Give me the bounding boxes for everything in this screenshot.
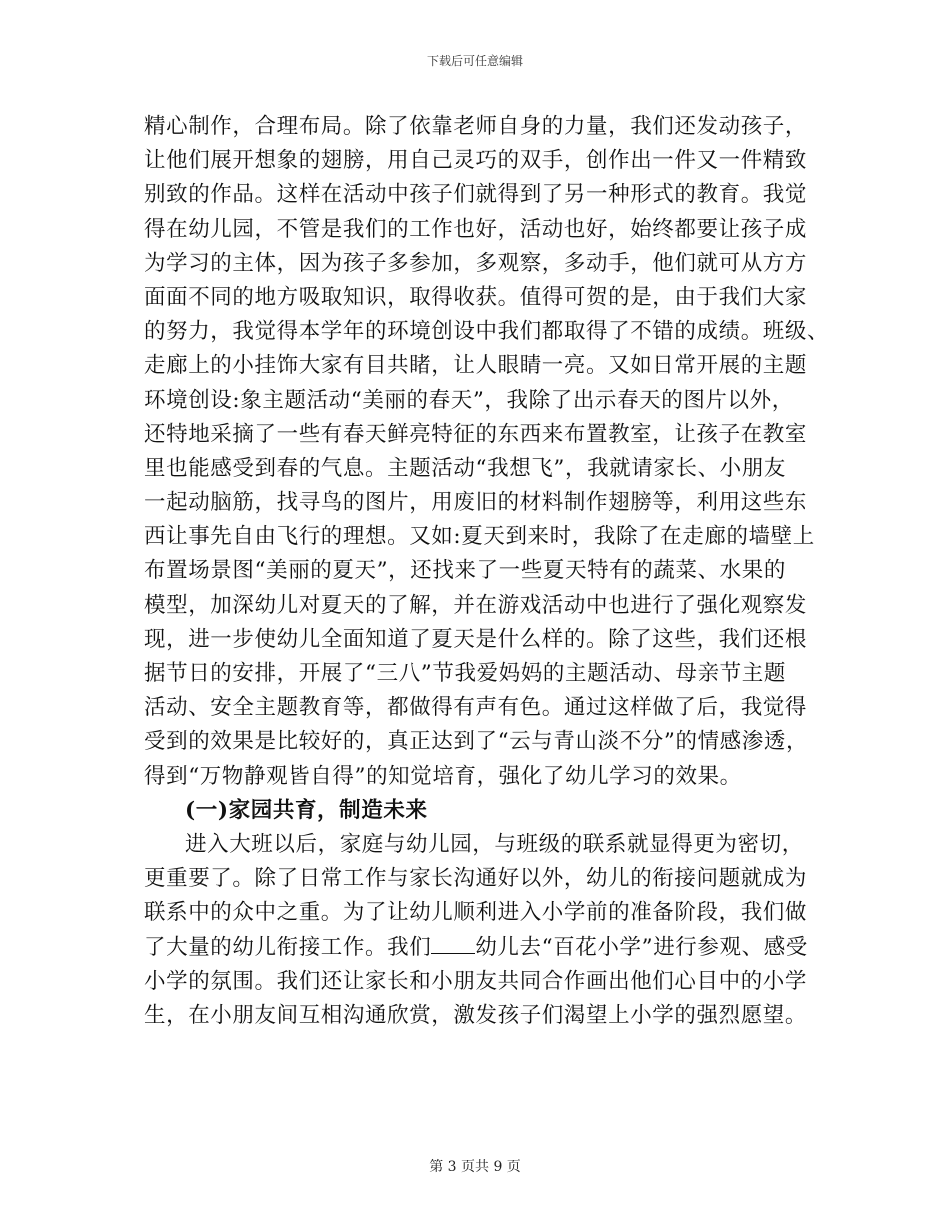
fill-in-blank [431,933,475,953]
paragraph-line: 一起动脑筋，找寻鸟的图片，用废旧的材料制作翅膀等，利用这些东 [144,490,808,516]
document-body [144,110,830,1033]
paragraph-environment [144,110,830,794]
paragraph-line: 模型，加深幼儿对夏天的了解，并在游戏活动中也进行了强化观察发 [144,592,808,618]
paragraph-line: 环境创设:象主题活动“美丽的春天”，我除了出示春天的图片以外， [144,387,794,413]
paragraph-line: 别致的作品。这样在活动中孩子们就得到了另一种形式的教育。我觉 [144,182,808,208]
paragraph-line: 小学的氛围。我们还让家长和小朋友共同合作画出他们心目中的小学 [144,968,808,994]
paragraph-line: 让他们展开想象的翅膀，用自己灵巧的双手，创作出一件又一件精致 [144,148,808,174]
paragraph-line: 生，在小朋友间互相沟通欣赏，激发孩子们渴望上小学的强烈愿望。 [144,1002,808,1028]
paragraph-line: 西让事先自由飞行的理想。又如:夏天到来时，我除了在走廊的墙壁上 [144,524,815,550]
paragraph-line: 更重要了。除了日常工作与家长沟通好以外，幼儿的衔接问题就成为 [144,866,808,892]
page-header: 下载后可任意编辑 [426,54,523,68]
paragraph-line: 活动、安全主题教育等，都做得有声有色。通过这样做了后，我觉得 [144,695,808,721]
paragraph-line-with-blank [144,931,812,965]
paragraph-line: 的努力，我觉得本学年的环境创设中我们都取得了不错的成绩。班级、 [144,319,830,345]
paragraph-line: 里也能感受到春的气息。主题活动“我想飞”，我就请家长、小朋友 [144,455,786,481]
paragraph-line: 精心制作，合理布局。除了依靠老师自身的力量，我们还发动孩子， [144,114,808,139]
paragraph-line: 面面不同的地方吸取知识，取得收获。值得可贺的是，由于我们大家 [144,284,808,310]
section-heading: (一)家园共育，制造未来 [185,797,428,823]
paragraph-line: 联系中的众中之重。为了让幼儿顺利进入小学前的准备阶段，我们做 [144,900,808,926]
paragraph-line: 为学习的主体，因为孩子多参加，多观察，多动手，他们就可从方方 [144,250,808,276]
paragraph-line: 现，进一步使幼儿全面知道了夏天是什么样的。除了这些，我们还根 [144,626,808,652]
paragraph-line: 还特地采摘了一些有春天鲜亮特征的东西来布置教室，让孩子在教室 [144,421,808,447]
paragraph-home-school [144,828,812,1033]
paragraph-line: 进入大班以后，家庭与幼儿园，与班级的联系就显得更为密切， [185,831,804,857]
text-after-blank: 幼儿去“百花小学”进行参观、感受 [475,934,808,960]
text-before-blank: 了大量的幼儿衔接工作。我们 [144,934,432,960]
paragraph-line: 得在幼儿园，不管是我们的工作也好，活动也好，始终都要让孩子成 [144,216,808,242]
paragraph-line: 据节日的安排，开展了“三八”节我爱妈妈的主题活动、母亲节主题 [144,661,786,686]
paragraph-line: 布置场景图“美丽的夏天”，还找来了一些夏天特有的蔬菜、水果的 [144,558,786,584]
page-footer: 第 3 页共 9 页 [429,1159,521,1175]
paragraph-line: 得到“万物静观皆自得”的知觉培育，强化了幼儿学习的效果。 [144,763,742,789]
paragraph-line: 受到的效果是比较好的，真正达到了“云与青山淡不分”的情感渗透， [144,729,809,755]
paragraph-line: 走廊上的小挂饰大家有目共睹，让人眼睛一亮。又如日常开展的主题 [144,353,808,379]
